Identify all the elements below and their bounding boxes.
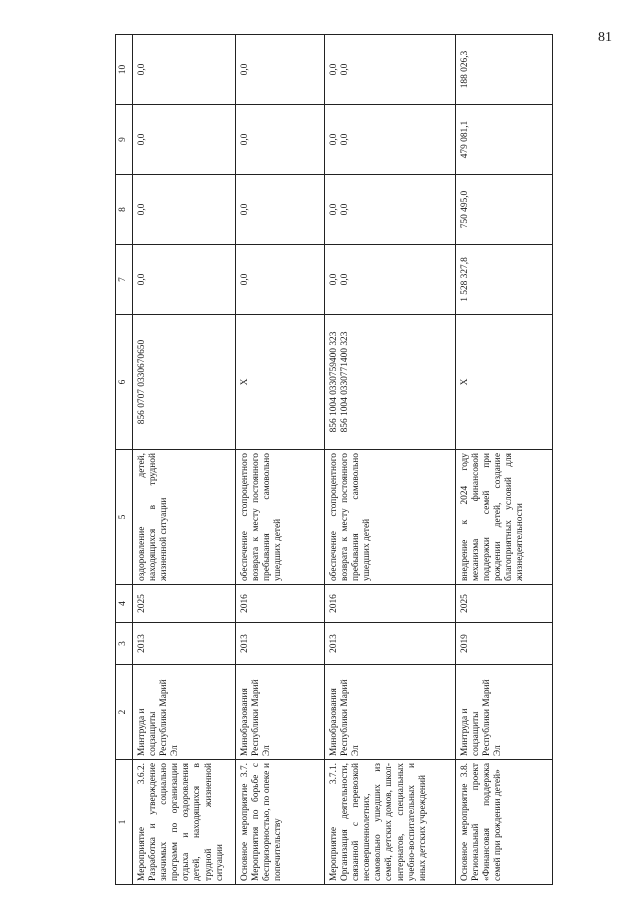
executor: Минтруда и соцзащиты Республики Марий Эл <box>456 665 553 760</box>
start-year: 2013 <box>236 623 325 665</box>
start-year: 2013 <box>133 623 236 665</box>
column-header: 8 <box>116 175 133 245</box>
amount-col8: 0,0 <box>133 175 236 245</box>
amount-col9: 0,0 <box>133 105 236 175</box>
column-header: 7 <box>116 245 133 315</box>
budget-code: X <box>456 315 553 450</box>
expected-result: обеспечение стопроцентного возврата к месту постоянного пребывания самовольно ушедших детей <box>325 450 456 585</box>
executor: Минобразования Республики Марий Эл <box>236 665 325 760</box>
program-measures-table <box>115 34 553 885</box>
column-header: 9 <box>116 105 133 175</box>
table-row <box>133 35 236 885</box>
expected-result: обеспечение стопроцентного возврата к месту постоянного пребывания самовольно ушедших детей <box>236 450 325 585</box>
executor: Минобразования Республики Марий Эл <box>325 665 456 760</box>
column-header: 3 <box>116 623 133 665</box>
amount-col7: 0,0 0,0 <box>325 245 456 315</box>
measure-name: Основное мероприятие 3.7. Мероприятия по борьбе с беспризорностью, по опеке и попечительству <box>236 760 325 885</box>
end-year: 2016 <box>236 585 325 623</box>
column-header: 5 <box>116 450 133 585</box>
amount-col10: 0,0 <box>133 35 236 105</box>
rotated-table-wrapper <box>115 35 620 885</box>
start-year: 2013 <box>325 623 456 665</box>
table-row <box>236 35 325 885</box>
measure-name: Основное мероприятие 3.8. Региональный проект «Финансовая поддержка семей при рождении детей» <box>456 760 553 885</box>
page-number: 81 <box>598 30 612 45</box>
column-header: 2 <box>116 665 133 760</box>
amount-col10: 188 026,3 <box>456 35 553 105</box>
budget-code: X <box>236 315 325 450</box>
amount-col9: 479 081,1 <box>456 105 553 175</box>
expected-result: внедрение к 2024 году механизма финансовой поддержки семей при рождении детей, создание благоприятных условий для жизнедеятельности <box>456 450 553 585</box>
amount-col10: 0,0 0,0 <box>325 35 456 105</box>
measure-name: Мероприятие 3.6.2. Разработка и утверждение значимых социально программ по организации отдыха и оздоровления детей, находящихся в трудной жизненной ситуации <box>133 760 236 885</box>
table-row <box>456 35 553 885</box>
end-year: 2025 <box>133 585 236 623</box>
end-year: 2025 <box>456 585 553 623</box>
amount-col7: 1 528 327,8 <box>456 245 553 315</box>
amount-col8: 0,0 0,0 <box>325 175 456 245</box>
table-row <box>325 35 456 885</box>
amount-col7: 0,0 <box>133 245 236 315</box>
amount-col9: 0,0 0,0 <box>325 105 456 175</box>
amount-col7: 0,0 <box>236 245 325 315</box>
expected-result: оздоровление детей, находящихся в трудной жизненной ситуации <box>133 450 236 585</box>
executor: Минтруда и соцзащиты Республики Марий Эл <box>133 665 236 760</box>
start-year: 2019 <box>456 623 553 665</box>
column-header: 4 <box>116 585 133 623</box>
amount-col8: 0,0 <box>236 175 325 245</box>
measure-name: Мероприятие 3.7.1. Организация деятельности, связанной с перевозкой несовершеннолетних, самовольно ушедших из семей, детских домов, школ-интернатов, специальных учебно-воспитательных и иных детских учреждений <box>325 760 456 885</box>
amount-col8: 750 495,0 <box>456 175 553 245</box>
column-header: 10 <box>116 35 133 105</box>
budget-code: 856 1004 0330759400 323 856 1004 0330771400 323 <box>325 315 456 450</box>
amount-col10: 0,0 <box>236 35 325 105</box>
column-header: 1 <box>116 760 133 885</box>
column-header: 6 <box>116 315 133 450</box>
end-year: 2016 <box>325 585 456 623</box>
amount-col9: 0,0 <box>236 105 325 175</box>
header-row <box>116 35 133 885</box>
budget-code: 856 0707 0330670650 <box>133 315 236 450</box>
